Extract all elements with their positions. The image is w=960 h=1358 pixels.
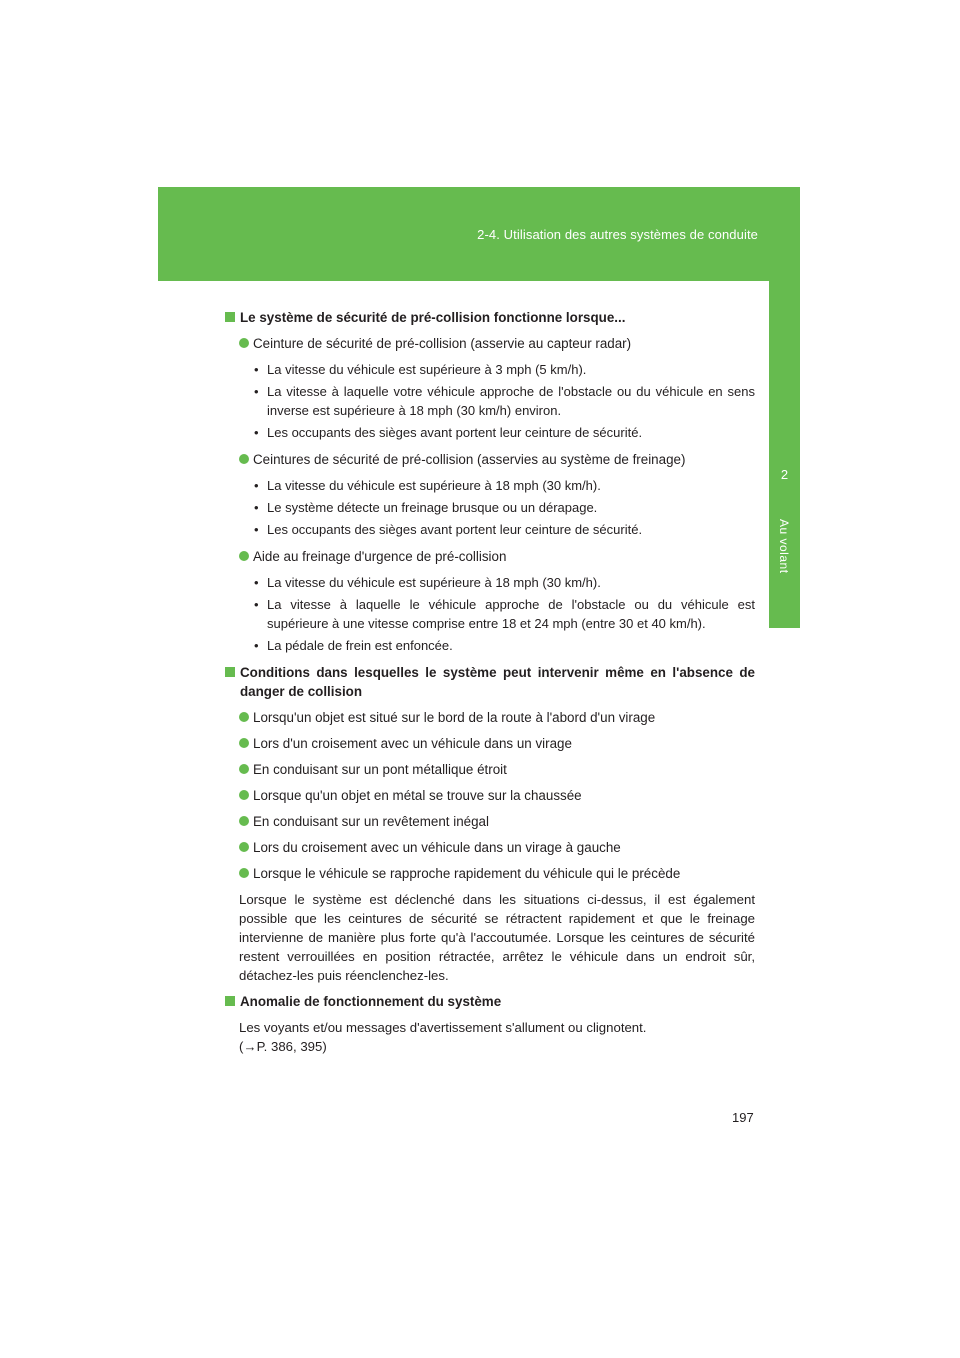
dot-icon: •: [254, 384, 259, 399]
list-item-text: Lorsqu'un objet est situé sur le bord de la route à l'abord d'un virage: [253, 710, 656, 725]
sub-item-text: La vitesse du véhicule est supérieure à 3 mph (5 km/h).: [267, 362, 587, 377]
list-item: [225, 760, 755, 779]
list-item: [225, 864, 755, 883]
page-content: [225, 308, 755, 1056]
list-item: [225, 708, 755, 727]
list-item: [225, 450, 755, 469]
list-item-text: Ceintures de sécurité de pré-collision (asservies au système de freinage): [253, 452, 686, 467]
sub-item-text: La vitesse du véhicule est supérieure à 18 mph (30 km/h).: [267, 478, 601, 493]
circle-bullet-icon: [239, 712, 249, 722]
heading-text: Anomalie de fonctionnement du système: [240, 994, 502, 1009]
dot-icon: •: [254, 500, 259, 515]
sub-item: [225, 573, 755, 592]
dot-icon: •: [254, 575, 259, 590]
dot-icon: •: [254, 425, 259, 440]
sub-item: [225, 360, 755, 379]
list-item: [225, 734, 755, 753]
chapter-label: Au volant: [777, 519, 791, 574]
sub-item-text: La vitesse à laquelle le véhicule approche de l'obstacle ou du véhicule est supérieure à une vitesse comprise entre 18 et 24 mph (entre 30 et 40 km/h).: [267, 597, 755, 631]
section-heading: [225, 308, 755, 327]
page-number: 197: [732, 1110, 754, 1125]
sub-item-text: Les occupants des sièges avant portent leur ceinture de sécurité.: [267, 425, 643, 440]
circle-bullet-icon: [239, 868, 249, 878]
circle-bullet-icon: [239, 764, 249, 774]
circle-bullet-icon: [239, 454, 249, 464]
list-item: [225, 334, 755, 353]
heading-text: Conditions dans lesquelles le système peut intervenir même en l'absence de danger de collision: [240, 665, 755, 699]
sub-item: [225, 476, 755, 495]
list-item-text: Ceinture de sécurité de pré-collision (asservie au capteur radar): [253, 336, 632, 351]
circle-bullet-icon: [239, 790, 249, 800]
section-heading: [225, 663, 755, 701]
chapter-tab: [769, 281, 800, 628]
circle-bullet-icon: [239, 738, 249, 748]
sub-item: [225, 382, 755, 420]
sub-item-text: La vitesse à laquelle votre véhicule approche de l'obstacle ou du véhicule en sens inverse est supérieure à 18 mph (30 km/h) environ.: [267, 384, 755, 418]
dot-icon: •: [254, 522, 259, 537]
sub-item: [225, 595, 755, 633]
list-item-text: Lorsque le véhicule se rapproche rapidement du véhicule qui le précède: [253, 866, 681, 881]
list-item: [225, 812, 755, 831]
circle-bullet-icon: [239, 551, 249, 561]
header-band: [158, 187, 800, 281]
chapter-number: 2: [780, 467, 789, 482]
sub-item: [225, 498, 755, 517]
body-paragraph: Lorsque le système est déclenché dans les situations ci-dessus, il est également possible que les ceintures de sécurité se rétractent rapidement et que le freinage intervienne de manière plus forte qu'à l'accoutumée. Lorsque les ceintures de sécurité restent verrouillées en position rétractée, arrêtez le véhicule dans un endroit sûr, détachez-les puis réenclenchez-les.: [239, 892, 755, 983]
dot-icon: •: [254, 362, 259, 377]
dot-icon: •: [254, 638, 259, 653]
list-item-text: Aide au freinage d'urgence de pré-collision: [253, 549, 507, 564]
list-item-text: Lorsque qu'un objet en métal se trouve sur la chaussée: [253, 788, 582, 803]
list-item: [225, 786, 755, 805]
page-reference-link[interactable]: (→P. 386, 395): [239, 1039, 327, 1054]
circle-bullet-icon: [239, 338, 249, 348]
dot-icon: •: [254, 478, 259, 493]
circle-bullet-icon: [239, 842, 249, 852]
square-bullet-icon: [225, 312, 235, 322]
circle-bullet-icon: [239, 816, 249, 826]
sub-item-text: Les occupants des sièges avant portent leur ceinture de sécurité.: [267, 522, 643, 537]
square-bullet-icon: [225, 667, 235, 677]
list-item-text: Lors du croisement avec un véhicule dans un virage à gauche: [253, 840, 621, 855]
list-item-text: En conduisant sur un pont métallique étroit: [253, 762, 507, 777]
dot-icon: •: [254, 597, 259, 612]
list-item-text: Lors d'un croisement avec un véhicule dans un virage: [253, 736, 572, 751]
sub-item-text: La vitesse du véhicule est supérieure à 18 mph (30 km/h).: [267, 575, 601, 590]
list-item-text: En conduisant sur un revêtement inégal: [253, 814, 489, 829]
heading-text: Le système de sécurité de pré-collision fonctionne lorsque...: [240, 310, 626, 325]
sub-item: [225, 520, 755, 539]
body-text: Les voyants et/ou messages d'avertissement s'allument ou clignotent.: [239, 1020, 647, 1035]
list-item: [225, 838, 755, 857]
list-item: [225, 547, 755, 566]
sub-item-text: La pédale de frein est enfoncée.: [267, 638, 453, 653]
sub-item: [225, 636, 755, 655]
section-heading: [225, 992, 755, 1011]
square-bullet-icon: [225, 996, 235, 1006]
section-title: 2-4. Utilisation des autres systèmes de conduite: [477, 227, 758, 242]
sub-item-text: Le système détecte un freinage brusque ou un dérapage.: [267, 500, 598, 515]
sub-item: [225, 423, 755, 442]
